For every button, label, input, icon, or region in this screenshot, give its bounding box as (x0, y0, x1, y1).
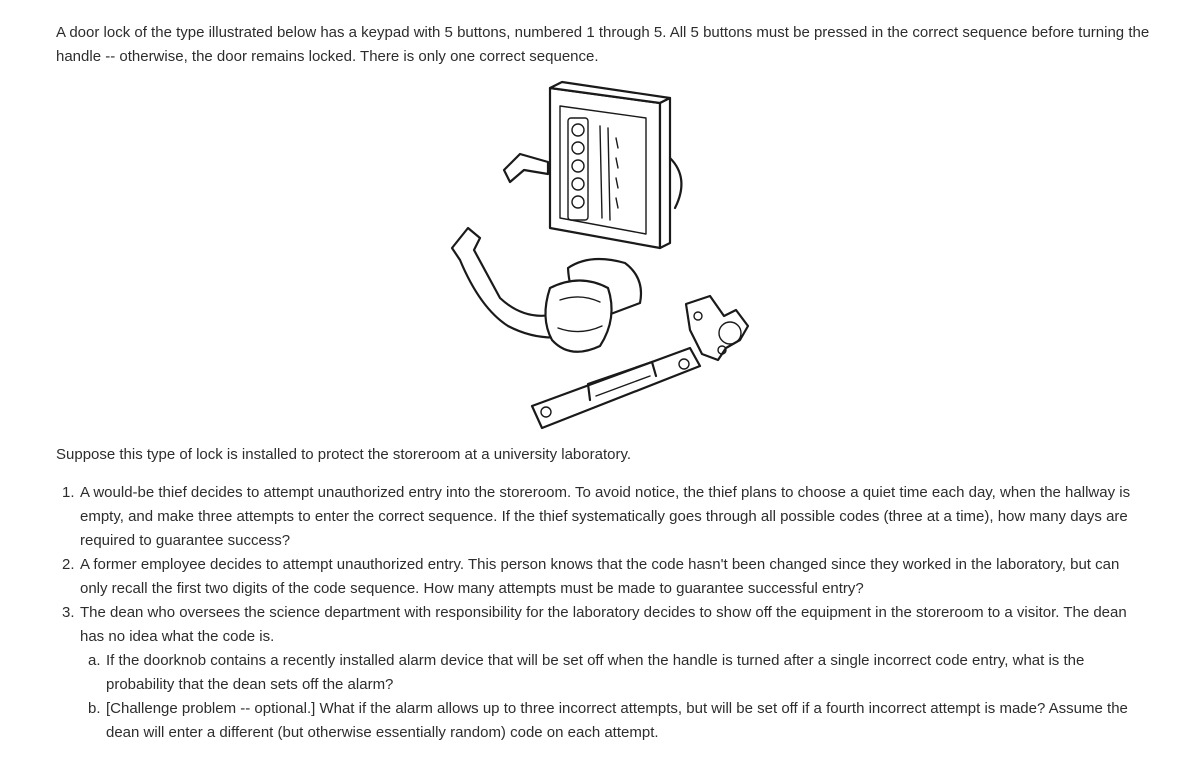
question-text: The dean who oversees the science department with responsibility for the laboratory decides to show off the equipment in the storeroom to a visitor. The dean has no idea what the code is. (80, 604, 1127, 645)
sub-question-letter: a. (88, 652, 101, 669)
sub-question-list (80, 649, 1146, 745)
question-item (56, 601, 1146, 745)
question-number: 3. (62, 604, 75, 621)
sub-question-item (80, 697, 1146, 745)
sub-question-letter: b. (88, 700, 101, 717)
question-text: A would-be thief decides to attempt unauthorized entry into the storeroom. To avoid notice, the thief plans to choose a quiet time each day, when the hallway is empty, and make three attempts to enter the correct sequence. If the thief systematically goes through all possible codes (three at a time), how many days are required to guarantee success? (80, 484, 1131, 549)
question-number: 2. (62, 556, 75, 573)
question-list (56, 481, 1146, 745)
sub-question-text: [Challenge problem -- optional.] What if the alarm allows up to three incorrect attempts, but will be set off if a fourth incorrect attempt is made? Assume the dean will enter a different (but otherwise essentially random) code on each attempt. (106, 700, 1128, 741)
question-item (56, 553, 1146, 601)
door-lock-illustration (440, 78, 770, 443)
question-number: 1. (62, 484, 75, 501)
sub-question-text: If the doorknob contains a recently installed alarm device that will be set off when the handle is turned after a single incorrect code entry, what is the probability that the dean sets off the alarm? (106, 652, 1085, 693)
intro-paragraph: A door lock of the type illustrated below has a keypad with 5 buttons, numbered 1 through 5. All 5 buttons must be pressed in the correct sequence before turning the handle -- otherwise, the door remains locked. There is only one correct sequence. (56, 24, 1150, 65)
question-text: A former employee decides to attempt unauthorized entry. This person knows that the code hasn't been changed since they worked in the laboratory, but can only recall the first two digits of the code sequence. How many attempts must be made to guarantee successful entry? (80, 556, 1120, 597)
scenario-paragraph: Suppose this type of lock is installed to protect the storeroom at a university laboratory. (56, 446, 632, 463)
sub-question-item (80, 649, 1146, 697)
question-item (56, 481, 1146, 553)
door-lock-drawing (440, 78, 770, 443)
